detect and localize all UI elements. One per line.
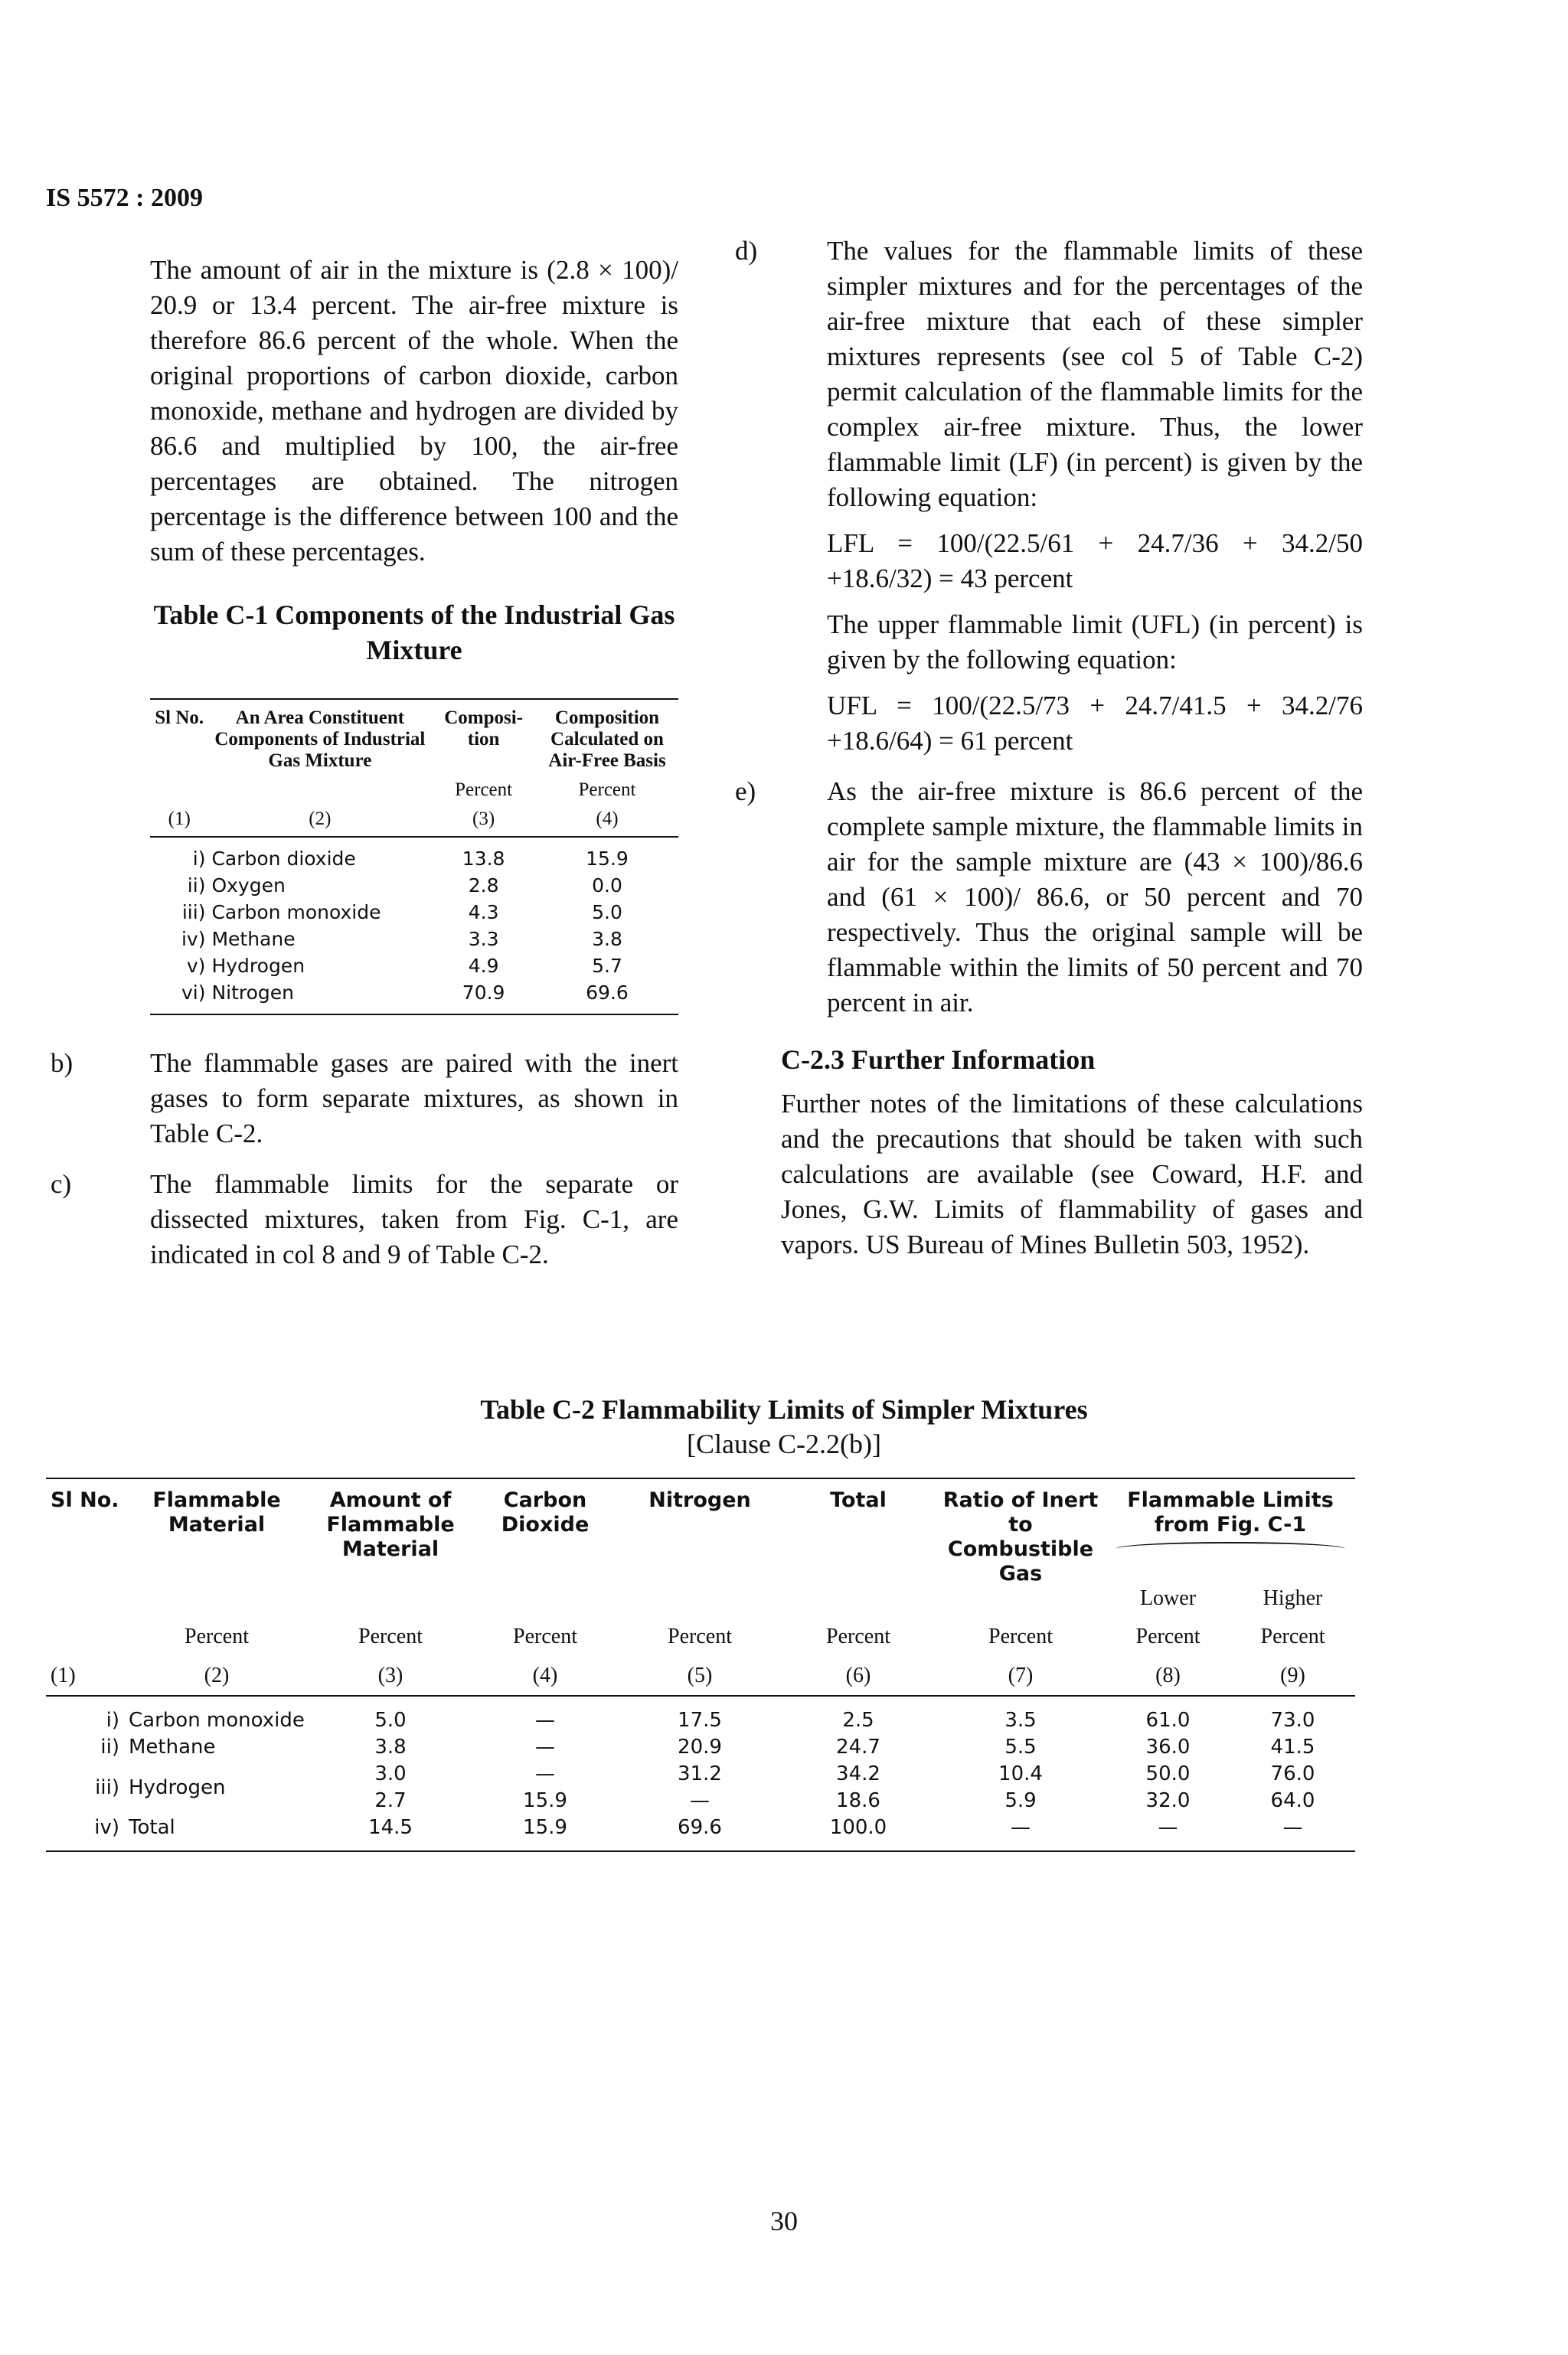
t2-header-sl: Sl No. — [51, 1488, 119, 1512]
t1-header-constituent: An Area Constituent Components of Industrial Gas Mixture — [214, 707, 426, 771]
table-c1 — [150, 698, 678, 1015]
paragraph-air-amount: The amount of air in the mixture is (2.8 × 100)/ 20.9 or 13.4 percent. The air-free mixture is therefore 86.6 percent of the whole. When the original proportions of carbon dioxide, carbon monoxide, methane and hydrogen are divided by 86.6 and multiplied by 100, the air-free percentages are obtained. The nitrogen percentage is the difference between 100 and the sum of these percentages. — [150, 255, 678, 567]
t2-header-co2: Carbon Dioxide — [501, 1488, 590, 1537]
ufl-intro: The upper flammable limit (UFL) (in percent) is given by the following equation: — [827, 609, 1363, 674]
t1-unit-3: Percent — [455, 779, 513, 800]
list-item-b — [51, 1046, 678, 1151]
t1-header-calculated: Composition Calculated on Air-Free Basis — [548, 707, 666, 771]
t2-header-nitrogen: Nitrogen — [648, 1488, 751, 1512]
t2-header-lower: Lower — [1139, 1586, 1197, 1610]
table-row: iii) Carbon monoxide 4.3 5.0 — [181, 901, 622, 923]
left-column — [51, 253, 678, 1272]
t2-header-amount: Amount of Flammable Material — [326, 1488, 455, 1561]
table-c2: Sl No. Flammable Material Amount of Flammable Material Carbon Dioxide Nitrogen Total Ratio of Inert to Combustible Gas Flammable Limits from Fig. C-1 Lower Higher Percent Percent Percent Percent Percent Percent Percent Percent (1) (2) (3) (4) (5) (6) (7) (8) (9) i) Carbon monoxide 5.0 — 17.5 2.5 3.5 61.0 73.0 ii) Methane 3.8 — 20.9 24.7 5.5 36.0 41.5 iii) Hydrogen 3.0 — 31.2 34.2 10.4 50.0 76.0 2.7 15.9 — 18.6 5.9 32.0 64.0 iv) Total 14.5 15.9 69.6 100.0 — — — — [46, 1478, 1355, 1852]
lfl-equation: LFL = 100/(22.5/61 + 24.7/36 + 34.2/50 +18.6/32) = 43 percent — [827, 528, 1363, 593]
table-row: 2.7 15.9 — 18.6 5.9 32.0 64.0 — [374, 1789, 1315, 1812]
t2-header-material: Flammable Material — [152, 1488, 281, 1537]
list-label-b: b) — [51, 1048, 74, 1078]
table-c2-title: Table C-2 Flammability Limits of Simpler Mixtures — [480, 1394, 1088, 1425]
right-column — [735, 234, 1363, 1262]
table-row: i) Carbon dioxide 13.8 15.9 — [192, 848, 629, 870]
ufl-equation: UFL = 100/(22.5/73 + 24.7/41.5 + 34.2/76 +18.6/64) = 61 percent — [827, 691, 1363, 756]
table-row: iv) Methane 3.3 3.8 — [181, 928, 622, 950]
list-label-e: e) — [735, 776, 756, 806]
t1-header-composition: Composi- tion — [444, 707, 524, 750]
section-heading: C-2.3 Further Information — [781, 1044, 1096, 1075]
t2-header-total: Total — [830, 1488, 887, 1512]
list-text-d: The values for the flammable limits of these simpler mixtures and for the percentages of the air-free mixture that each of these simpler mixtures represents (see col 5 of Table C-2) permit calculation of the flammable limits for the complex air-free mixture. Thus, the lower flammable limit (LF) (in percent) is given by the following equation: — [827, 236, 1363, 512]
list-item-c — [51, 1167, 678, 1272]
table-row: i) Carbon monoxide 5.0 — 17.5 2.5 3.5 61.0 73.0 — [106, 1709, 1315, 1732]
list-text-c: The flammable limits for the separate or dissected mixtures, taken from Fig. C-1, are indicated in col 8 and 9 of Table C-2. — [150, 1169, 678, 1269]
brace-decoration — [1116, 1542, 1345, 1556]
list-label-d: d) — [735, 236, 758, 266]
page-number: 30 — [770, 2206, 798, 2236]
table-row: v) Hydrogen 4.9 5.7 — [186, 955, 622, 977]
list-item-e — [735, 774, 1363, 1021]
list-text-b: The flammable gases are paired with the inert gases to form separate mixtures, as shown in Table C-2. — [150, 1048, 678, 1148]
t1-colnum-1: (1) — [168, 808, 191, 829]
t1-colnum-2: (2) — [309, 808, 332, 829]
t1-unit-4: Percent — [578, 779, 636, 800]
table-row: vi) Nitrogen 70.9 69.6 — [150, 979, 678, 1014]
section-paragraph: Further notes of the limitations of these calculations and the precautions that should be taken with such calculations are available (see Coward, H.F. and Jones, G.W. Limits of flammability of gases and vapors. US Bureau of Mines Bulletin 503, 1952). — [781, 1089, 1363, 1259]
t2-header-ratio: Ratio of Inert to Combustible Gas — [942, 1488, 1099, 1586]
table-row: iii) Hydrogen 3.0 — 31.2 34.2 10.4 50.0 76.0 — [95, 1762, 1315, 1799]
t1-colnum-3: (3) — [472, 808, 495, 829]
table-row: iv) Total 14.5 15.9 69.6 100.0 — — — — [46, 1814, 1355, 1851]
list-text-e: As the air-free mixture is 86.6 percent of the complete sample mixture, the flammable limits in air for the sample mixture are (43 × 100)/86.6 and (61 × 100)/ 86.6, or 50 percent and 70 respectively. Thus the original sample will be flammable within the limits of 50 percent and 70 percent in air. — [827, 776, 1363, 1017]
document-id: IS 5572 : 2009 — [46, 184, 203, 212]
table-c2-clause-ref: [Clause C-2.2(b)] — [687, 1429, 881, 1459]
list-item-d — [735, 234, 1363, 759]
t2-header-limits: Flammable Limits from Fig. C-1 — [1106, 1478, 1355, 1586]
table-row: ii) Oxygen 2.8 0.0 — [187, 874, 622, 897]
t1-colnum-4: (4) — [596, 808, 619, 829]
t1-header-sl: Sl No. — [155, 707, 204, 728]
table-row: ii) Methane 3.8 — 20.9 24.7 5.5 36.0 41.5 — [100, 1736, 1315, 1759]
list-label-c: c) — [51, 1169, 72, 1199]
table-c1-title: Table C-1 Components of the Industrial Gas Mixture — [153, 599, 675, 665]
t2-header-higher: Higher — [1263, 1586, 1323, 1610]
